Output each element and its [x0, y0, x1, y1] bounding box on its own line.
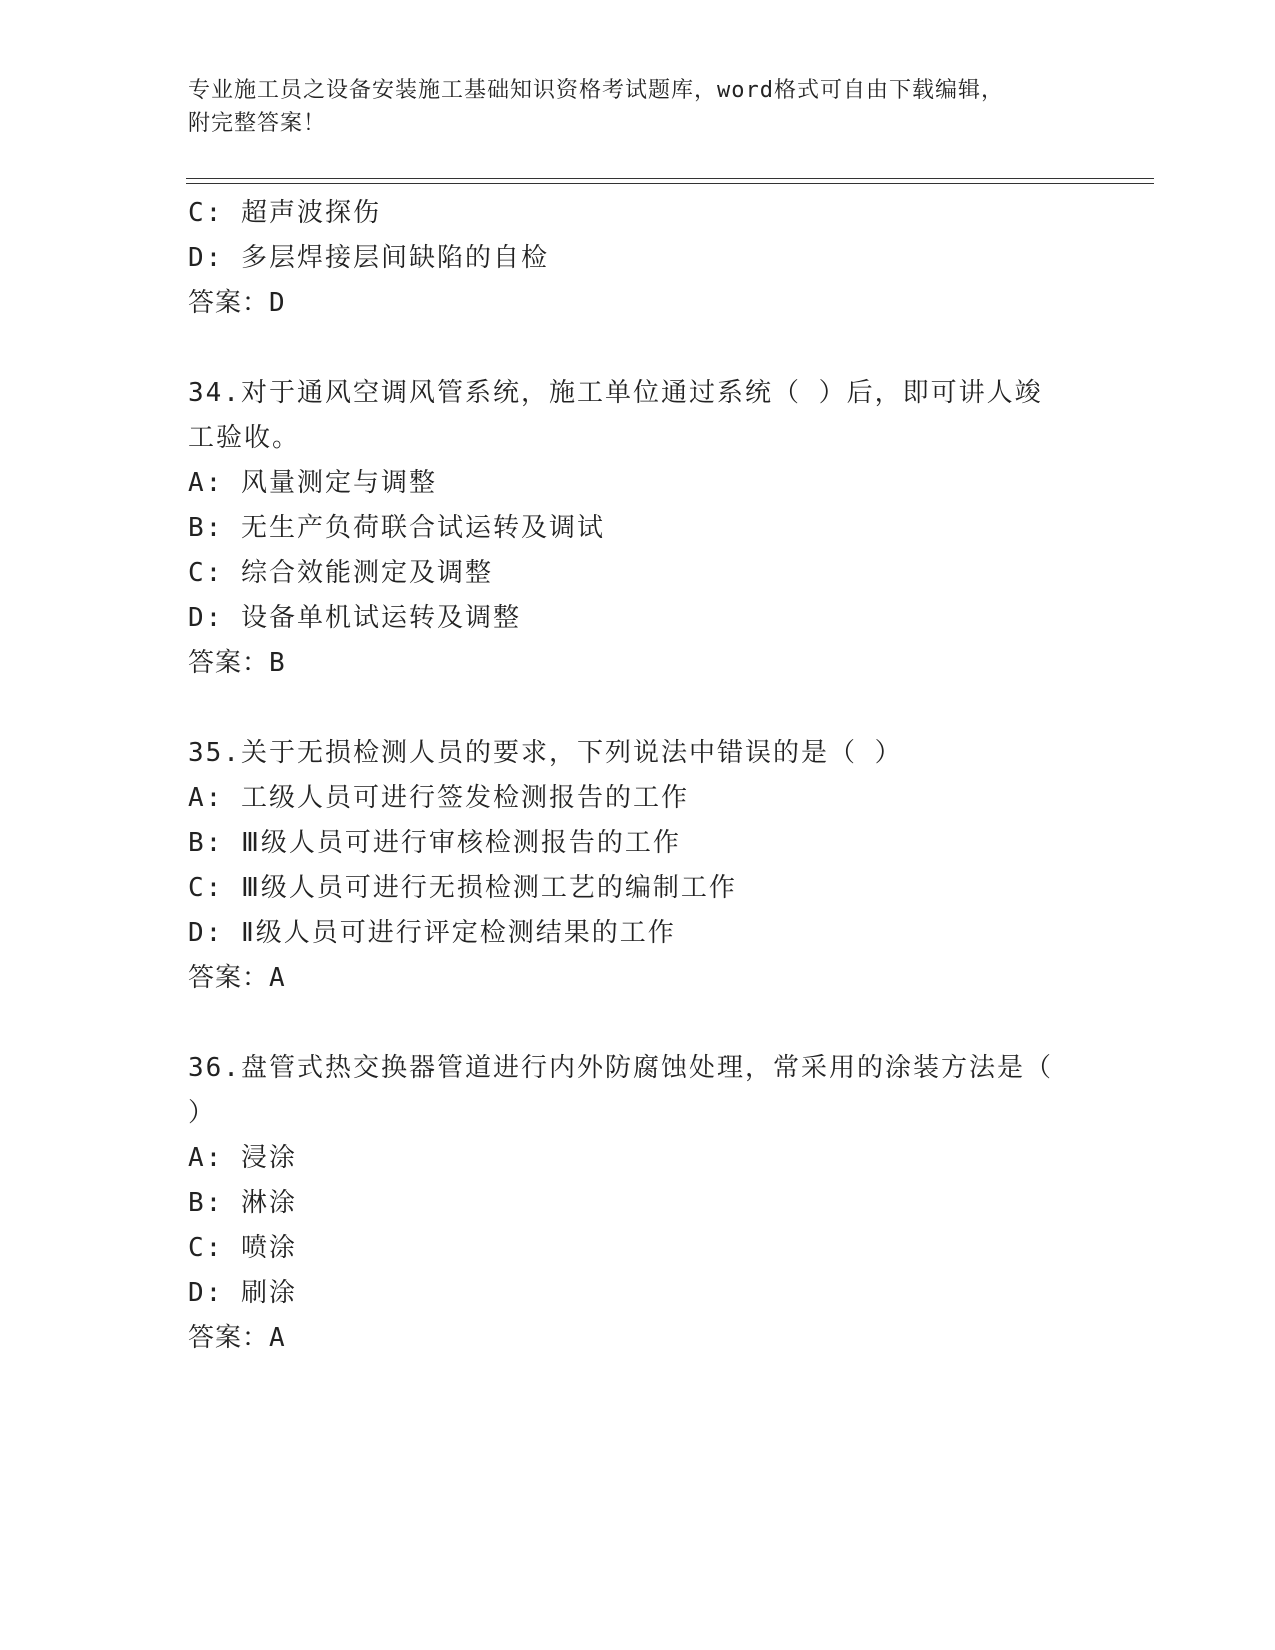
- header-divider-bottom: [186, 183, 1154, 184]
- q35-option-c: C: Ⅲ级人员可进行无损检测工艺的编制工作: [188, 873, 737, 903]
- q34-stem-line-1: 34.对于通风空调风管系统，施工单位通过系统（ ）后，即可讲人竣: [188, 378, 1043, 408]
- q36-stem-line-2: ）: [188, 1098, 217, 1128]
- q35-stem: 35.关于无损检测人员的要求，下列说法中错误的是（ ）: [188, 738, 903, 768]
- q33-answer: 答案：D: [188, 288, 286, 318]
- q33-option-d: D: 多层焊接层间缺陷的自检: [188, 243, 549, 273]
- document-header: [188, 74, 1068, 140]
- q33-option-c: C: 超声波探伤: [188, 198, 381, 228]
- header-divider-top: [186, 178, 1154, 179]
- q34-option-d: D: 设备单机试运转及调整: [188, 603, 521, 633]
- q35-option-d: D: Ⅱ级人员可进行评定检测结果的工作: [188, 918, 676, 948]
- q36-option-d: D: 刷涂: [188, 1278, 297, 1308]
- q36-option-b: B: 淋涂: [188, 1188, 297, 1218]
- q36-stem-line-1: 36.盘管式热交换器管道进行内外防腐蚀处理，常采用的涂装方法是（: [188, 1053, 1053, 1083]
- q34-option-a: A: 风量测定与调整: [188, 468, 437, 498]
- header-line-2: 附完整答案！: [188, 111, 327, 136]
- q36-answer: 答案：A: [188, 1323, 286, 1353]
- q35-answer: 答案：A: [188, 963, 286, 993]
- q34-option-c: C: 综合效能测定及调整: [188, 558, 493, 588]
- q36-option-a: A: 浸涂: [188, 1143, 297, 1173]
- q34-answer: 答案：B: [188, 648, 286, 678]
- q34-option-b: B: 无生产负荷联合试运转及调试: [188, 513, 605, 543]
- q36-option-c: C: 喷涂: [188, 1233, 297, 1263]
- q35-option-b: B: Ⅲ级人员可进行审核检测报告的工作: [188, 828, 681, 858]
- header-line-1: 专业施工员之设备安装施工基础知识资格考试题库，word格式可自由下载编辑，: [188, 78, 1004, 103]
- q34-stem-line-2: 工验收。: [188, 423, 301, 453]
- q35-option-a: A: 工级人员可进行签发检测报告的工作: [188, 783, 689, 813]
